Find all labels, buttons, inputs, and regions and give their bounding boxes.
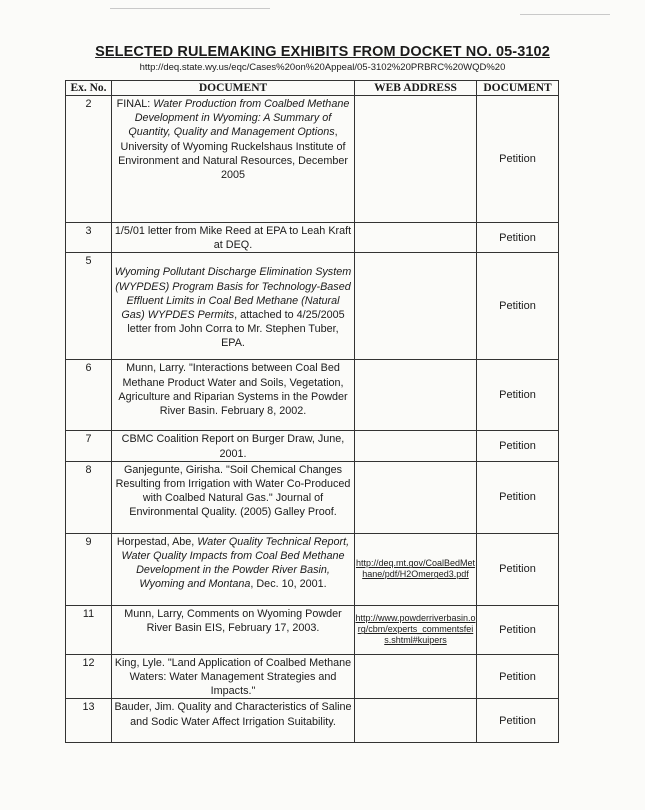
document-type-cell: Petition bbox=[477, 533, 559, 605]
document-cell bbox=[112, 699, 355, 743]
document-cell bbox=[112, 461, 355, 533]
web-address-cell bbox=[355, 431, 477, 461]
ex-no-cell: 12 bbox=[66, 654, 112, 699]
table-row bbox=[66, 654, 559, 699]
scan-artifact-line bbox=[520, 14, 610, 15]
web-address-cell bbox=[355, 253, 477, 360]
document-type-cell: Petition bbox=[477, 431, 559, 461]
document-text: , attached to 4/25/2005 letter from John Corra to Mr. Stephen Tuber, EPA. bbox=[127, 309, 345, 350]
document-text: FINAL: bbox=[116, 98, 154, 110]
document-type-cell: Petition bbox=[477, 605, 559, 654]
ex-no-cell: 8 bbox=[66, 461, 112, 533]
document-title: Wyoming Pollutant Discharge Elimination System (WYPDES) Program Basis for Technology-Based Effluent Limits in Coal Bed Methane (Natural Gas) WYPDES Permits bbox=[114, 266, 352, 322]
ex-no-cell: 11 bbox=[66, 605, 112, 654]
document-title: Water Production from Coalbed Methane Development in Wyoming: A Summary of Quantity, Quality and Management Options bbox=[128, 98, 350, 139]
ex-no-cell: 2 bbox=[66, 96, 112, 223]
document-cell bbox=[112, 654, 355, 699]
document-text: Munn, Larry, Comments on Wyoming Powder River Basin EIS, February 17, 2003. bbox=[124, 607, 342, 635]
document-type-cell: Petition bbox=[477, 253, 559, 360]
web-address-cell bbox=[355, 461, 477, 533]
web-address-cell bbox=[355, 223, 477, 253]
table-header-row bbox=[66, 81, 559, 96]
ex-no-cell: 13 bbox=[66, 699, 112, 743]
column-header-web-address: WEB ADDRESS bbox=[355, 81, 477, 96]
document-text: , University of Wyoming Ruckelshaus Institute of Environment and Natural Resources, December 2005 bbox=[118, 126, 348, 182]
document-type-cell: Petition bbox=[477, 360, 559, 431]
table-row bbox=[66, 96, 559, 223]
document-text: King, Lyle. "Land Application of Coalbed Methane Waters: Water Management Strategies and Impacts." bbox=[114, 656, 352, 698]
document-cell bbox=[112, 360, 355, 431]
exhibits-table bbox=[65, 80, 559, 743]
document-type-cell: Petition bbox=[477, 699, 559, 743]
web-address-cell bbox=[355, 605, 477, 654]
table-row bbox=[66, 533, 559, 605]
document-cell bbox=[112, 605, 355, 654]
web-address-cell bbox=[355, 699, 477, 743]
document-cell bbox=[112, 431, 355, 461]
web-address-cell bbox=[355, 96, 477, 223]
document-text: Bauder, Jim. Quality and Characteristics of Saline and Sodic Water Affect Irrigation Suitability. bbox=[114, 701, 352, 728]
document-text: Horpestad, Abe, bbox=[116, 535, 198, 548]
ex-no-cell: 5 bbox=[66, 253, 112, 360]
column-header-document-type: DOCUMENT bbox=[477, 81, 559, 96]
document-type-cell: Petition bbox=[477, 96, 559, 223]
web-address-cell bbox=[355, 360, 477, 431]
page-title: SELECTED RULEMAKING EXHIBITS FROM DOCKET NO. 05-3102 bbox=[95, 44, 550, 60]
table-row bbox=[66, 253, 559, 360]
document-type-cell: Petition bbox=[477, 654, 559, 699]
web-address-cell bbox=[355, 654, 477, 699]
column-header-document: DOCUMENT bbox=[112, 81, 355, 96]
document-cell bbox=[112, 253, 355, 360]
document-text: Munn, Larry. "Interactions between Coal Bed Methane Product Water and Soils, Vegetation, Agriculture and Riparian Systems in the Powder River Basin. February 8, 2002. bbox=[118, 362, 348, 418]
document-cell bbox=[112, 223, 355, 253]
ex-no-cell: 7 bbox=[66, 431, 112, 461]
document-cell bbox=[112, 96, 355, 223]
table-row bbox=[66, 360, 559, 431]
document-text: Ganjegunte, Girisha. "Soil Chemical Changes Resulting from Irrigation with Water Co-Produced with Coalbed Natural Gas." Journal of Environmental Quality. (2005) Galley Proof. bbox=[115, 463, 351, 519]
web-link[interactable]: http://deq.mt.gov/CoalBedMethane/pdf/H2Omerged3.pdf bbox=[355, 558, 476, 580]
document-text: CBMC Coalition Report on Burger Draw, June, 2001. bbox=[121, 433, 345, 460]
ex-no-cell: 9 bbox=[66, 533, 112, 605]
table-body bbox=[66, 96, 559, 743]
web-address-cell bbox=[355, 533, 477, 605]
document-type-cell: Petition bbox=[477, 223, 559, 253]
column-header-ex-no: Ex. No. bbox=[66, 81, 112, 96]
table-row bbox=[66, 461, 559, 533]
table-row bbox=[66, 605, 559, 654]
table-row bbox=[66, 699, 559, 743]
document-text: , Dec. 10, 2001. bbox=[250, 578, 327, 591]
table-row bbox=[66, 431, 559, 461]
web-link[interactable]: http://www.powderriverbasin.org/cbm/experts_commentsfeis.shtml#kuipers bbox=[355, 613, 476, 646]
ex-no-cell: 3 bbox=[66, 223, 112, 253]
document-cell bbox=[112, 533, 355, 605]
table-row bbox=[66, 223, 559, 253]
document-text: 1/5/01 letter from Mike Reed at EPA to Leah Kraft at DEQ. bbox=[114, 225, 352, 252]
document-type-cell: Petition bbox=[477, 461, 559, 533]
document-title: Water Quality Technical Report, Water Quality Impacts from Coal Bed Methane Development in the Powder River Basin, Wyoming and Montana bbox=[121, 535, 350, 591]
scan-artifact-line bbox=[110, 8, 270, 9]
source-url: http://deq.state.wy.us/eqc/Cases%20on%20Appeal/05-3102%20PRBRC%20WQD%20 bbox=[139, 62, 506, 73]
ex-no-cell: 6 bbox=[66, 360, 112, 431]
